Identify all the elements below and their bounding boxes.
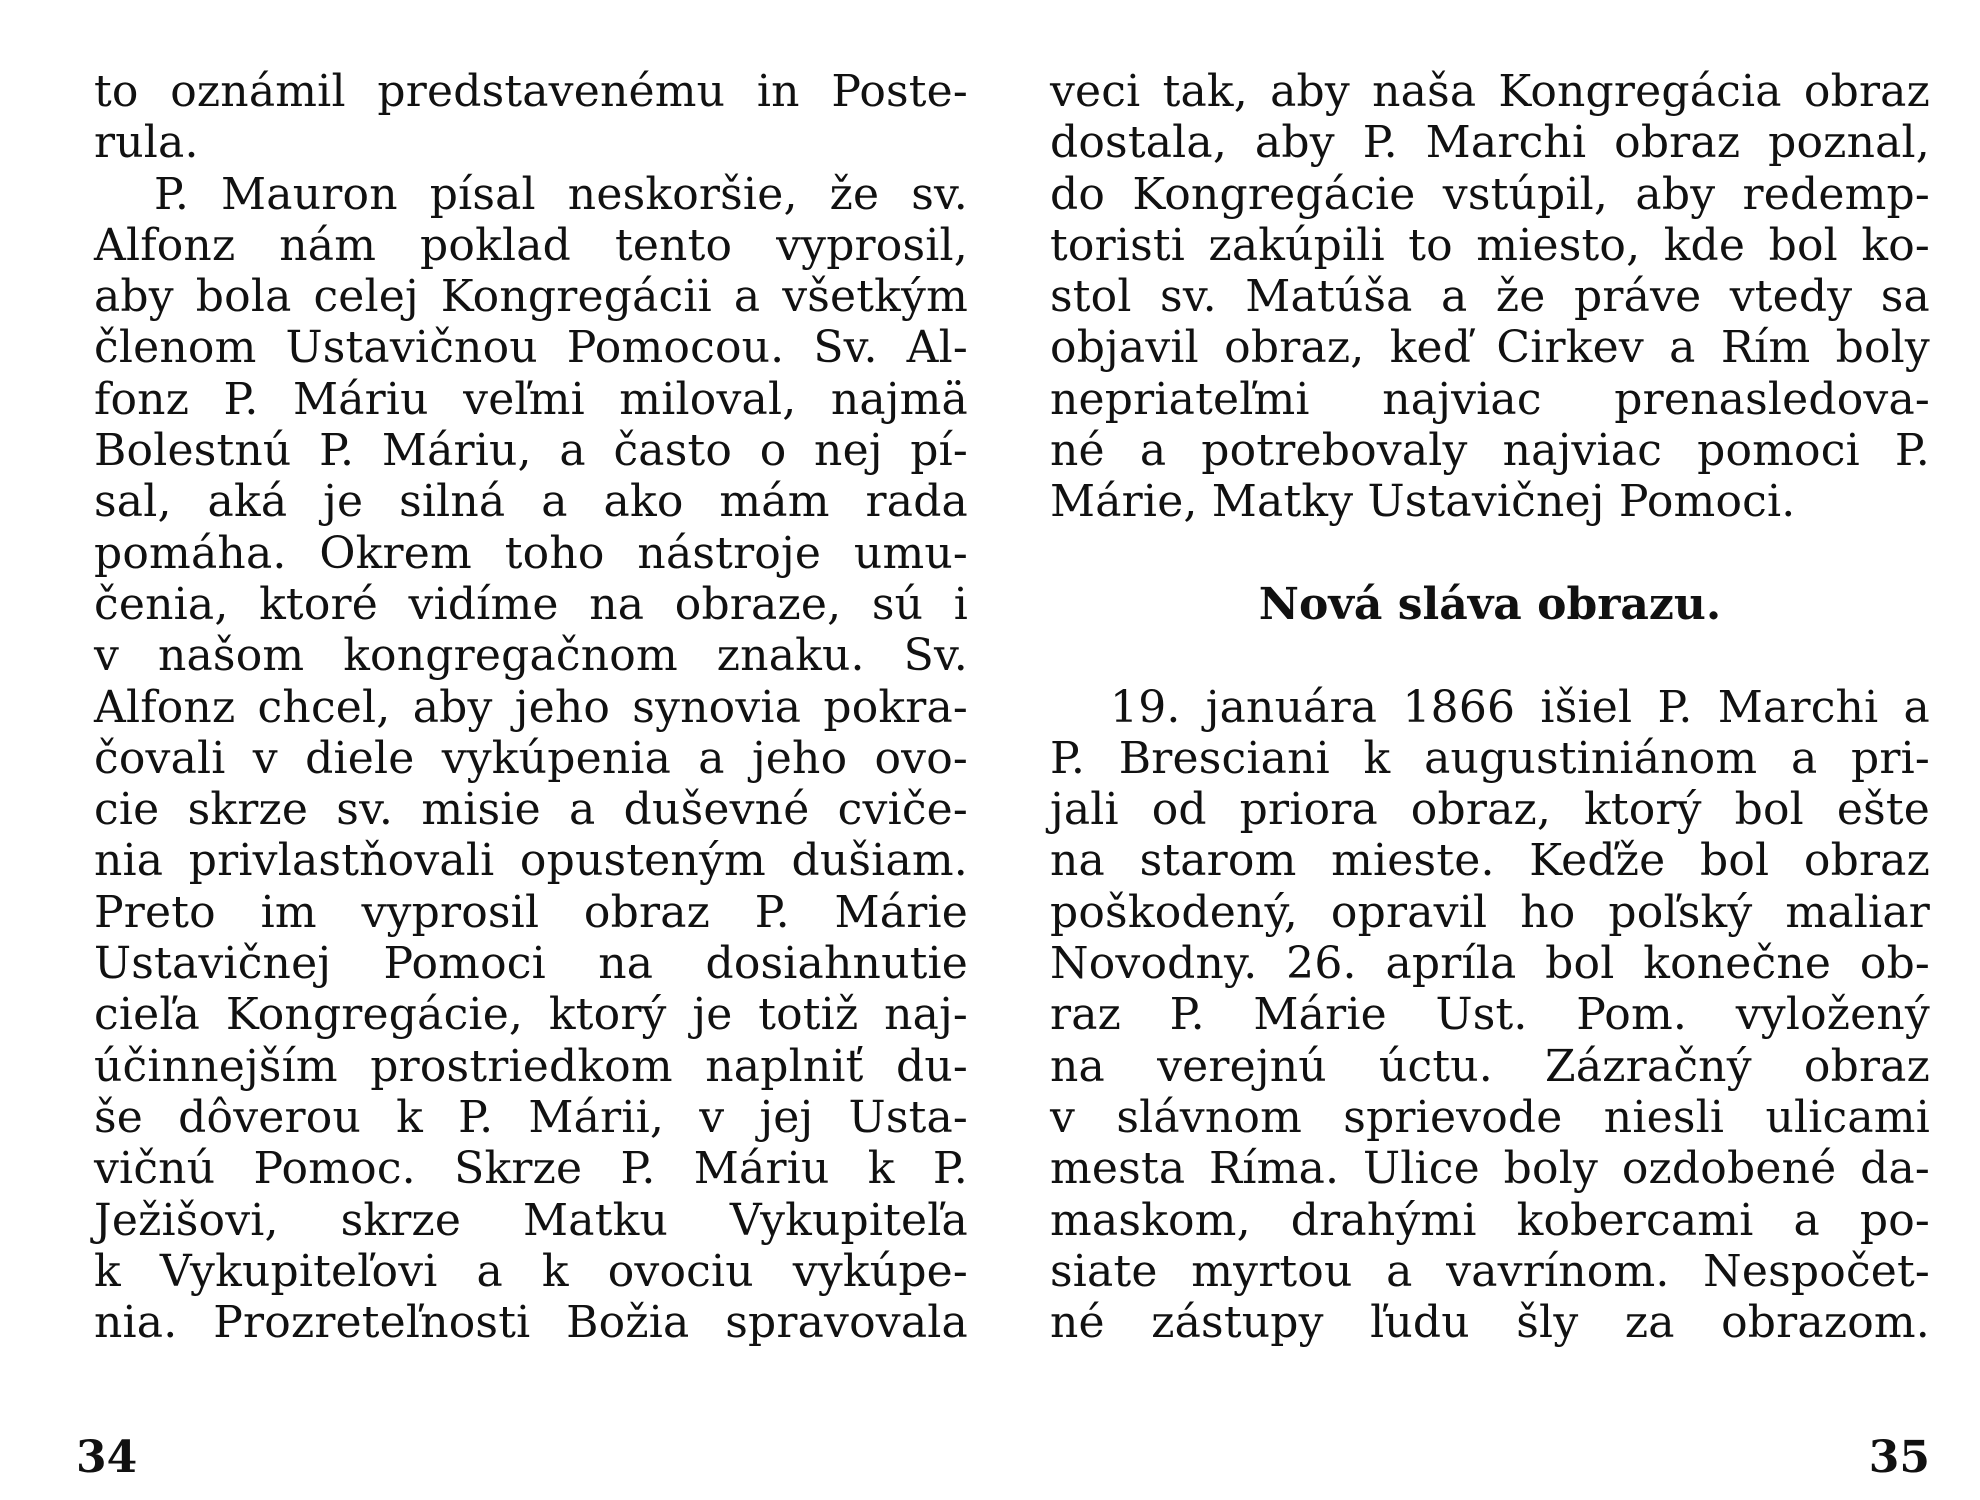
text-line: še dôverou k P. Márii, v jej Usta- <box>94 1091 968 1143</box>
text-line: vičnú Pomoc. Skrze P. Máriu k P. <box>94 1143 968 1195</box>
text-line: na starom mieste. Keďže bol obraz <box>1050 835 1930 887</box>
text-line: Ježišovi, skrze Matku Vykupiteľa <box>94 1194 968 1246</box>
page-number-left: 34 <box>76 1432 138 1483</box>
text-line: v slávnom sprievode niesli ulicami <box>1050 1091 1930 1143</box>
text-line: členom Ustavičnou Pomocou. Sv. Al- <box>94 322 968 374</box>
text-line: do Kongregácie vstúpil, aby redemp- <box>1050 168 1930 220</box>
text-line: raz P. Márie Ust. Pom. vyložený <box>1050 989 1930 1041</box>
text-line: Alfonz chcel, aby jeho synovia pokra- <box>94 681 968 733</box>
text-line: Márie, Matky Ustavičnej Pomoci. <box>1050 476 1796 528</box>
left-page-text <box>94 66 968 1348</box>
text-line: účinnejším prostriedkom naplniť du- <box>94 1040 968 1092</box>
text-line: Bolestnú P. Máriu, a často o nej pí- <box>94 425 968 477</box>
right-page <box>990 0 1980 1500</box>
text-line: siate myrtou a vavrínom. Nespočet- <box>1050 1245 1930 1297</box>
text-line: cieľa Kongregácie, ktorý je totiž naj- <box>94 989 968 1041</box>
text-line: Alfonz nám poklad tento vyprosil, <box>94 219 968 271</box>
text-line: rula. <box>94 117 199 169</box>
text-line: pomáha. Okrem toho nástroje umu- <box>94 527 968 579</box>
text-line: aby bola celej Kongregácii a všetkým <box>94 271 968 323</box>
text-line: né a potrebovaly najviac pomoci P. <box>1050 425 1930 477</box>
text-line: k Vykupiteľovi a k ovociu vykúpe- <box>94 1245 968 1297</box>
right-page-text <box>1050 66 1930 1348</box>
text-line: to oznámil predstavenému in Poste- <box>94 66 968 117</box>
text-line: Preto im vyprosil obraz P. Márie <box>94 886 968 938</box>
text-line: toristi zakúpili to miesto, kde bol ko- <box>1050 219 1930 271</box>
text-line: čenia, ktoré vidíme na obraze, sú i <box>94 578 968 630</box>
blank-line <box>1050 630 1930 681</box>
blank-line <box>1050 528 1930 579</box>
text-line: P. Mauron písal neskoršie, že sv. <box>154 168 968 220</box>
text-line: 19. januára 1866 išiel P. Marchi a <box>1110 681 1930 733</box>
text-line: Ustavičnej Pomoci na dosiahnutie <box>94 938 968 990</box>
text-line: čovali v diele vykúpenia a jeho ovo- <box>94 732 968 784</box>
section-heading: Nová sláva obrazu. <box>1258 578 1722 630</box>
text-line: nia. Prozreteľnosti Božia spravovala <box>94 1297 968 1349</box>
text-line: dostala, aby P. Marchi obraz poznal, <box>1050 117 1930 169</box>
text-line: veci tak, aby naša Kongregácia obraz <box>1050 66 1930 117</box>
text-line: nepriateľmi najviac prenasledova- <box>1050 373 1930 425</box>
text-line: cie skrze sv. misie a duševné cviče- <box>94 784 968 836</box>
text-line: Novodny. 26. apríla bol konečne ob- <box>1050 938 1930 990</box>
text-line: sal, aká je silná a ako mám rada <box>94 476 968 528</box>
text-line: P. Bresciani k augustiniánom a pri- <box>1050 732 1930 784</box>
text-line: stol sv. Matúša a že práve vtedy sa <box>1050 271 1930 323</box>
text-line: v našom kongregačnom znaku. Sv. <box>94 630 968 682</box>
text-line: maskom, drahými kobercami a po- <box>1050 1194 1930 1246</box>
text-line: jali od priora obraz, ktorý bol ešte <box>1050 784 1930 836</box>
text-line: fonz P. Máriu veľmi miloval, najmä <box>94 373 968 425</box>
text-line: poškodený, opravil ho poľský maliar <box>1050 886 1930 938</box>
text-line: objavil obraz, keď Cirkev a Rím boly <box>1050 322 1930 374</box>
text-line: mesta Ríma. Ulice boly ozdobené da- <box>1050 1143 1930 1195</box>
text-line: nia privlastňovali opusteným dušiam. <box>94 835 968 887</box>
text-line: na verejnú úctu. Zázračný obraz <box>1050 1040 1930 1092</box>
page-number-right: 35 <box>1868 1432 1930 1483</box>
text-line: né zástupy ľudu šly za obrazom. <box>1050 1297 1930 1349</box>
